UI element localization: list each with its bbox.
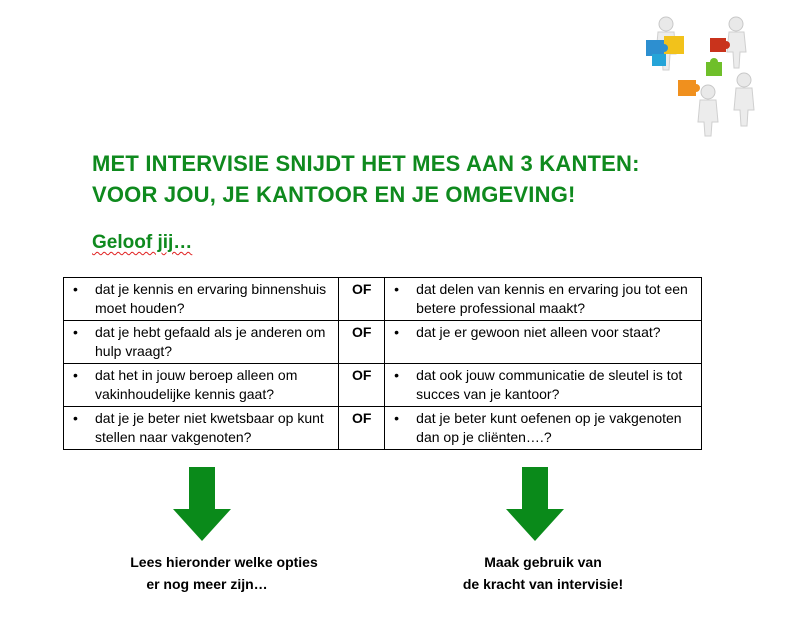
right-statement-cell [385, 364, 702, 407]
right-statement-cell [385, 321, 702, 364]
bullet-icon: • [394, 367, 400, 383]
right-statement-cell [385, 407, 702, 450]
left-statement-cell [64, 321, 339, 364]
right-call-to-action [433, 551, 653, 595]
puzzle-people-illustration [636, 10, 766, 140]
beliefs-comparison-table [63, 277, 702, 450]
main-heading-line-1: MET INTERVISIE SNIJDT HET MES AAN 3 KANTEN: [92, 151, 640, 176]
connector-cell: OF [339, 278, 385, 321]
table-row [64, 278, 702, 321]
left-statement-cell [64, 364, 339, 407]
bullet-icon: • [394, 281, 400, 297]
main-heading-line-2: VOOR JOU, JE KANTOOR EN JE OMGEVING! [92, 182, 576, 207]
right-statement-text: dat je beter kunt oefenen op je vakgenoten dan op je cliënten….? [416, 410, 682, 445]
right-cta-line-2: de kracht van intervisie! [462, 576, 624, 592]
right-down-arrow-icon [506, 467, 564, 541]
left-statement-text: dat je je beter niet kwetsbaar op kunt stellen naar vakgenoten? [95, 410, 324, 445]
table-row [64, 407, 702, 450]
left-cta-line-1: Lees hieronder welke opties [130, 554, 318, 570]
right-cta-line-1: Maak gebruik van [484, 554, 602, 570]
left-statement-text: dat het in jouw beroep alleen om vakinhoudelijke kennis gaat? [95, 367, 298, 402]
left-statement-cell [64, 407, 339, 450]
bullet-icon: • [73, 281, 78, 297]
table-row [64, 321, 702, 364]
connector-cell: OF [339, 321, 385, 364]
right-statement-text: dat ook jouw communicatie de sleutel is tot succes van je kantoor? [416, 367, 683, 402]
bullet-icon: • [394, 324, 400, 340]
table-row [64, 364, 702, 407]
left-statement-text: dat je kennis en ervaring binnenshuis moet houden? [95, 281, 327, 316]
left-down-arrow-icon [173, 467, 231, 541]
bullet-icon: • [394, 410, 400, 426]
left-statement-cell [64, 278, 339, 321]
left-call-to-action [104, 551, 344, 595]
left-statement-text: dat je hebt gefaald als je anderen om hulp vraagt? [95, 324, 326, 359]
main-heading [92, 148, 640, 210]
left-cta-line-2: er nog meer zijn… [146, 576, 268, 592]
right-statement-text: dat je er gewoon niet alleen voor staat? [416, 324, 661, 340]
connector-cell: OF [339, 407, 385, 450]
bullet-icon: • [73, 410, 78, 426]
bullet-icon: • [73, 324, 78, 340]
connector-cell: OF [339, 364, 385, 407]
right-statement-cell [385, 278, 702, 321]
subheading: Geloof jij… [92, 232, 193, 253]
right-statement-text: dat delen van kennis en ervaring jou tot een betere professional maakt? [416, 281, 688, 316]
bullet-icon: • [73, 367, 78, 383]
